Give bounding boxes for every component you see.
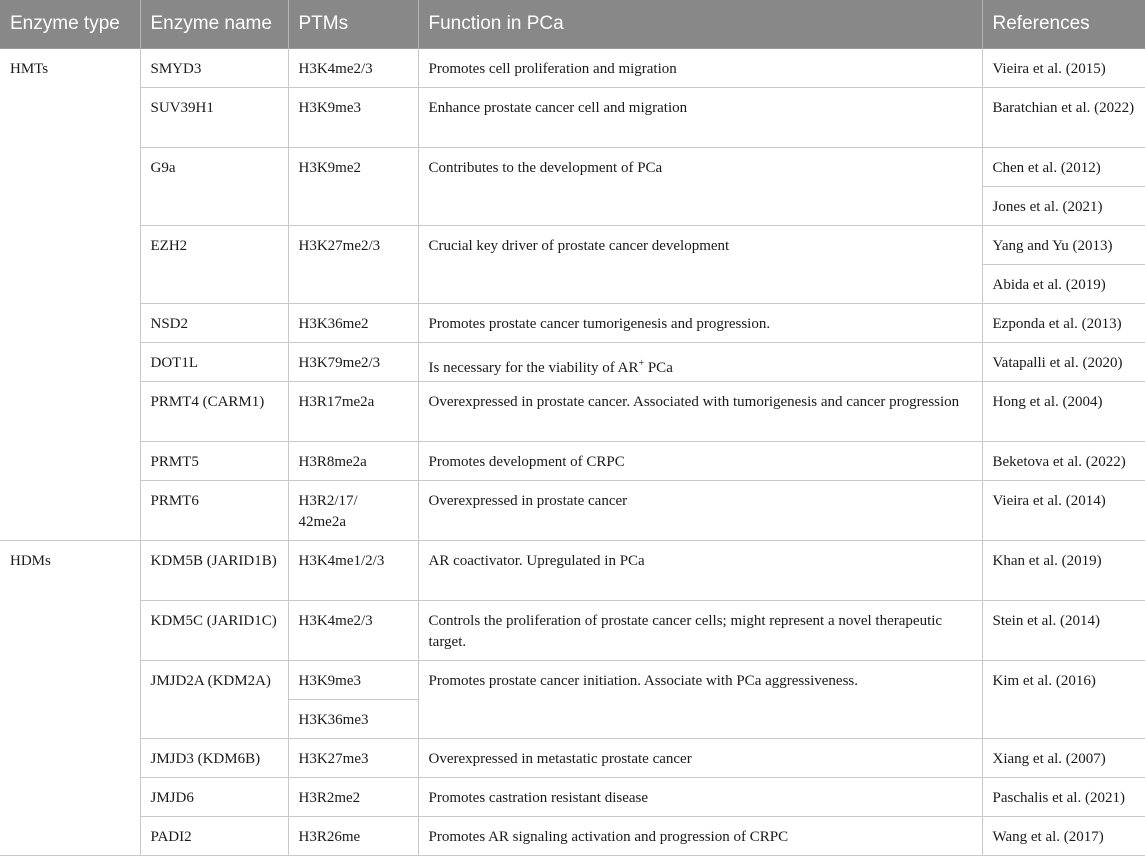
table-row — [0, 817, 1145, 856]
ptm-cell: H3R26me — [288, 817, 418, 856]
reference-cell: Abida et al. (2019) — [982, 265, 1145, 304]
function-cell — [418, 343, 982, 382]
reference-cell: Vieira et al. (2015) — [982, 49, 1145, 88]
function-cell: Promotes cell proliferation and migration — [418, 49, 982, 88]
function-cell: Overexpressed in prostate cancer. Associated with tumorigenesis and cancer progression — [418, 382, 982, 442]
ptm-cell: H3K27me2/3 — [288, 226, 418, 304]
function-cell: Promotes prostate cancer initiation. Associate with PCa aggressiveness. — [418, 661, 982, 739]
ptm-cell: H3K36me3 — [288, 700, 418, 739]
enzyme-name-cell: DOT1L — [140, 343, 288, 382]
reference-cell: Ezponda et al. (2013) — [982, 304, 1145, 343]
table-row — [0, 148, 1145, 187]
enzyme-name-cell: JMJD6 — [140, 778, 288, 817]
reference-cell: Yang and Yu (2013) — [982, 226, 1145, 265]
enzyme-name-cell: NSD2 — [140, 304, 288, 343]
enzyme-name-cell: EZH2 — [140, 226, 288, 304]
reference-cell: Vatapalli et al. (2020) — [982, 343, 1145, 382]
reference-cell: Hong et al. (2004) — [982, 382, 1145, 442]
enzyme-name-cell: SMYD3 — [140, 49, 288, 88]
ptm-cell: H3R2me2 — [288, 778, 418, 817]
table-row — [0, 661, 1145, 700]
table-row — [0, 541, 1145, 601]
reference-cell: Baratchian et al. (2022) — [982, 88, 1145, 148]
ptm-cell: H3R8me2a — [288, 442, 418, 481]
ptm-cell: H3K9me2 — [288, 148, 418, 226]
function-text: Is necessary for the viability of AR — [428, 360, 639, 376]
reference-cell: Wang et al. (2017) — [982, 817, 1145, 856]
table-row — [0, 601, 1145, 661]
enzyme-type-cell: HMTs — [0, 49, 140, 541]
function-cell: Contributes to the development of PCa — [418, 148, 982, 226]
table-row — [0, 304, 1145, 343]
enzyme-name-cell: JMJD3 (KDM6B) — [140, 739, 288, 778]
header-enzyme-name: Enzyme name — [140, 0, 288, 49]
enzyme-type-cell: HDMs — [0, 541, 140, 856]
function-cell: Promotes development of CRPC — [418, 442, 982, 481]
header-row — [0, 0, 1145, 49]
function-cell: Enhance prostate cancer cell and migration — [418, 88, 982, 148]
enzyme-name-cell: SUV39H1 — [140, 88, 288, 148]
enzyme-name-cell: KDM5B (JARID1B) — [140, 541, 288, 601]
enzyme-name-cell: PADI2 — [140, 817, 288, 856]
enzyme-name-cell: G9a — [140, 148, 288, 226]
function-cell: Overexpressed in metastatic prostate cancer — [418, 739, 982, 778]
ptm-cell: H3R2/17/ 42me2a — [288, 481, 418, 541]
enzyme-name-cell: PRMT4 (CARM1) — [140, 382, 288, 442]
header-ptms: PTMs — [288, 0, 418, 49]
function-text-tail: PCa — [644, 360, 673, 376]
enzyme-name-cell: PRMT5 — [140, 442, 288, 481]
table-row — [0, 442, 1145, 481]
reference-cell: Xiang et al. (2007) — [982, 739, 1145, 778]
ptm-cell: H3R17me2a — [288, 382, 418, 442]
table-row — [0, 49, 1145, 88]
ptm-cell: H3K9me3 — [288, 88, 418, 148]
function-cell: Promotes AR signaling activation and progression of CRPC — [418, 817, 982, 856]
header-enzyme-type: Enzyme type — [0, 0, 140, 49]
enzyme-name-cell: PRMT6 — [140, 481, 288, 541]
ptm-cell: H3K27me3 — [288, 739, 418, 778]
table-body — [0, 49, 1145, 856]
table-row — [0, 778, 1145, 817]
reference-cell: Stein et al. (2014) — [982, 601, 1145, 661]
function-cell: AR coactivator. Upregulated in PCa — [418, 541, 982, 601]
header-function: Function in PCa — [418, 0, 982, 49]
reference-cell: Vieira et al. (2014) — [982, 481, 1145, 541]
ptm-cell: H3K36me2 — [288, 304, 418, 343]
superscript-plus: + — [638, 358, 645, 369]
header-references: References — [982, 0, 1145, 49]
table-header — [0, 0, 1145, 49]
table-row — [0, 88, 1145, 148]
function-cell: Controls the proliferation of prostate cancer cells; might represent a novel therapeutic target. — [418, 601, 982, 661]
reference-cell: Beketova et al. (2022) — [982, 442, 1145, 481]
function-cell: Crucial key driver of prostate cancer development — [418, 226, 982, 304]
ptm-cell: H3K9me3 — [288, 661, 418, 700]
reference-cell: Paschalis et al. (2021) — [982, 778, 1145, 817]
table-row — [0, 739, 1145, 778]
table-row — [0, 226, 1145, 265]
reference-cell: Khan et al. (2019) — [982, 541, 1145, 601]
ptm-cell: H3K4me1/2/3 — [288, 541, 418, 601]
reference-cell: Kim et al. (2016) — [982, 661, 1145, 739]
table-row — [0, 382, 1145, 442]
function-cell: Promotes prostate cancer tumorigenesis and progression. — [418, 304, 982, 343]
enzyme-name-cell: JMJD2A (KDM2A) — [140, 661, 288, 739]
enzyme-name-cell: KDM5C (JARID1C) — [140, 601, 288, 661]
function-cell: Overexpressed in prostate cancer — [418, 481, 982, 541]
ptm-cell: H3K4me2/3 — [288, 601, 418, 661]
reference-cell: Jones et al. (2021) — [982, 187, 1145, 226]
table-row — [0, 343, 1145, 382]
function-cell: Promotes castration resistant disease — [418, 778, 982, 817]
ptm-cell: H3K79me2/3 — [288, 343, 418, 382]
ptm-cell: H3K4me2/3 — [288, 49, 418, 88]
reference-cell: Chen et al. (2012) — [982, 148, 1145, 187]
table-row — [0, 481, 1145, 541]
